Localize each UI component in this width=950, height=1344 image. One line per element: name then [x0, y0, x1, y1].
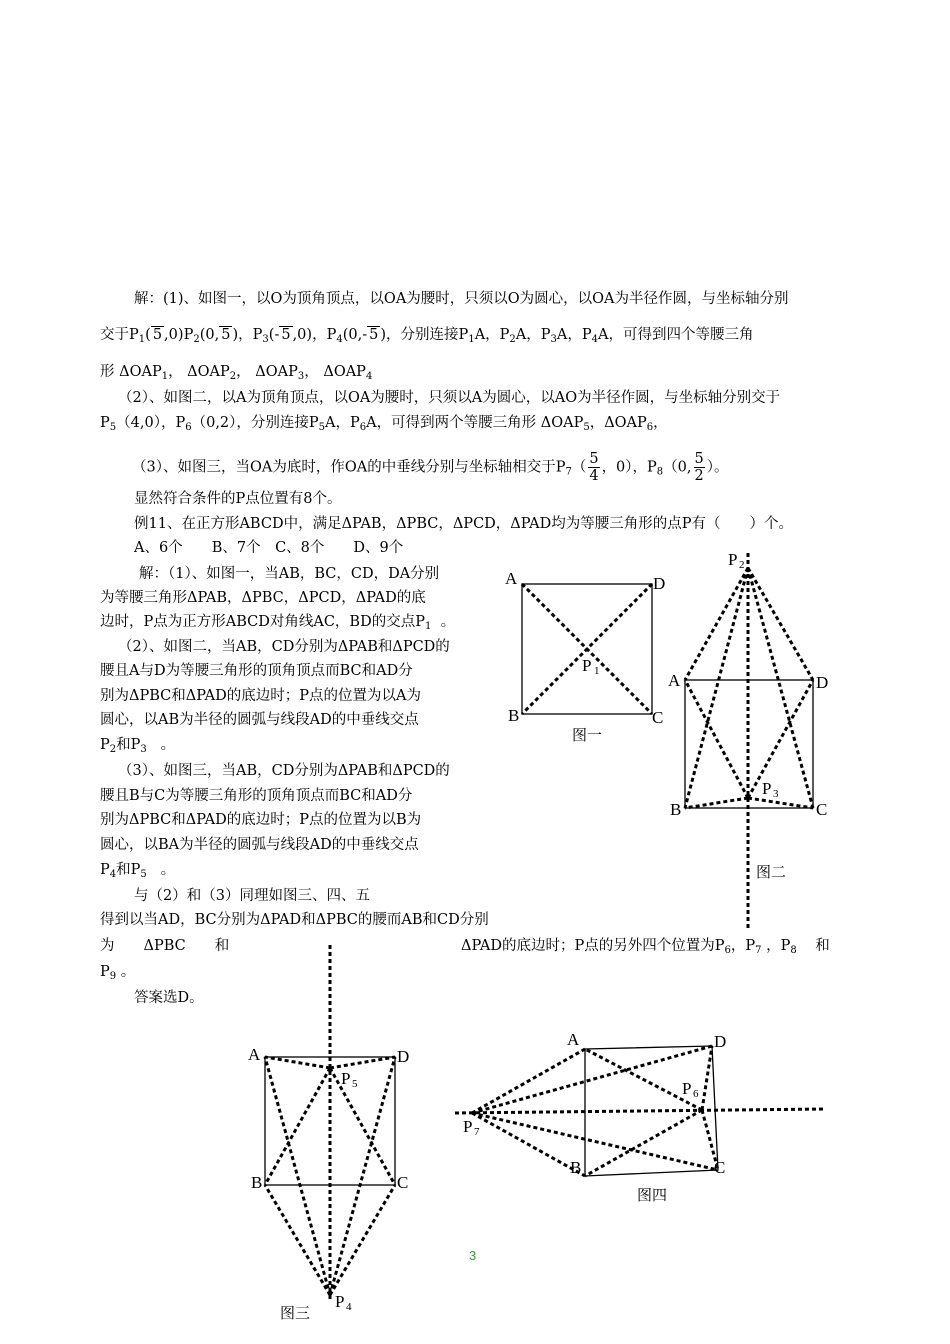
- text-l3b: ， ΔOAP: [168, 364, 230, 380]
- fig3-label-d: D: [397, 1047, 410, 1066]
- sub-l5-6c: 6: [646, 422, 654, 433]
- text-l6d: （0,: [663, 459, 692, 476]
- text-l5c: （0,2），分别连接P: [191, 415, 319, 431]
- fig4-seg-p6d: [702, 1046, 712, 1110]
- text-l26a: P: [100, 964, 110, 980]
- p2-label: P: [183, 327, 194, 343]
- sol-line-12: 圆心，以BA为半径的圆弧与线段AD的中垂线交点: [100, 837, 419, 853]
- text-l17c: 。: [160, 737, 176, 753]
- sol-line-7: 圆心，以AB为半径的圆弧与线段AD的中垂线交点: [100, 712, 419, 728]
- text-c4: A，可得到四个等腰三角: [598, 327, 754, 343]
- fig4-label-b: B: [570, 1158, 582, 1177]
- conclusion-line: 显然符合条件的P点位置有8个。: [134, 491, 342, 507]
- sub-l25-8: 8: [790, 945, 797, 956]
- sub-l3-3: 3: [297, 371, 305, 382]
- sub-3a: 3: [550, 334, 557, 345]
- text-l3d: ， ΔOAP: [304, 364, 366, 380]
- text-l25e: 和: [815, 938, 830, 954]
- fig1-label-b: B: [508, 706, 520, 725]
- fig1-label-a: A: [505, 569, 518, 588]
- fig1-label-d: D: [653, 574, 666, 593]
- text-l25d: ，P: [766, 938, 791, 954]
- text-l17b: 和P: [116, 737, 141, 753]
- sub-2a: 2: [509, 334, 516, 345]
- fig3-seg-p5a: [265, 1057, 330, 1068]
- fig3-seg-p5b: [265, 1068, 330, 1185]
- p1-zero: ,0: [164, 327, 178, 343]
- frac2-den: 2: [694, 468, 704, 484]
- sol-line-10: 腰且B与C为等腰三角形的顶角顶点而BC和AD分: [100, 788, 413, 804]
- text-l22a: P: [100, 862, 110, 878]
- fig3-label-p5-sub: 5: [352, 1078, 358, 1090]
- answer-line: 答案选D。: [134, 990, 204, 1006]
- fig4-label-p6: P: [682, 1079, 692, 1098]
- frac1-num: 5: [589, 451, 599, 467]
- p1-sqrt: 5: [152, 327, 163, 343]
- text-l5f: ，ΔOAP: [589, 415, 647, 431]
- para-3-line-1: [132, 451, 729, 484]
- fig4-axis: [455, 1109, 825, 1113]
- sol-line-15: 得到以当AD，BC分别为ΔPAD和ΔPBC的腰而AB和CD分别: [100, 912, 489, 928]
- fig3-label-c: C: [397, 1173, 409, 1192]
- sub-l26-9: 9: [109, 971, 117, 982]
- fig2-seg-p2a: [685, 568, 748, 680]
- p3-sub: 3: [262, 334, 269, 345]
- fig4-label-c: C: [714, 1158, 726, 1177]
- text-l17a: P: [100, 737, 110, 753]
- fig1-label-p-sub: 1: [594, 665, 600, 677]
- sol-line-17: [100, 962, 135, 987]
- fig2-seg-p3b: [685, 798, 748, 808]
- fig3-seg-p5c: [330, 1068, 395, 1185]
- text-l26b: 。: [120, 964, 136, 980]
- para-1-line-3: [100, 362, 372, 387]
- sub-l3-1: 1: [161, 371, 169, 382]
- text-l3c: ， ΔOAP: [236, 364, 298, 380]
- sub-l12-1: 1: [424, 621, 432, 632]
- p4-zero: 0,-: [348, 327, 368, 343]
- fig4-seg-p7b: [472, 1113, 585, 1176]
- sub-l5-5b: 5: [318, 422, 326, 433]
- fraction-5-4: [588, 451, 599, 484]
- fig4-seg-p7a: [472, 1049, 585, 1113]
- para-2-line-1: （2）、如图二，以A为顶角顶点，以OA为腰时，只须以A为圆心，以AO为半径作圆，与坐标轴分别交于: [118, 390, 781, 406]
- sub-l5-6b: 6: [359, 422, 367, 433]
- text-c3: A，P: [556, 327, 592, 343]
- fig2-seg-p2d: [748, 568, 813, 680]
- p3-label: P: [252, 327, 263, 343]
- fraction-5-2: [694, 451, 705, 484]
- fig2-seg-p3a: [685, 680, 748, 798]
- text-l22b: 和P: [116, 862, 141, 878]
- text-jiaoyu: 交于: [100, 327, 129, 343]
- fig1-label-p: P: [582, 656, 592, 675]
- sol-line-9: （3）、如图三，当AB，CD分别为ΔPAB和ΔPCD的: [118, 763, 450, 779]
- fig3-seg-p4c: [330, 1185, 395, 1295]
- fig3-label-p4-sub: 4: [346, 1301, 352, 1313]
- p4-sub: 4: [336, 334, 343, 345]
- figure-4: [450, 1025, 840, 1195]
- text-l12: 边时，P点为正方形ABCD对角线AC，BD的交点P: [100, 614, 425, 630]
- sub-l6-7: 7: [565, 466, 572, 478]
- sub-l5-6: 6: [185, 422, 192, 433]
- fig3-label-a: A: [248, 1045, 261, 1064]
- sol-line-2: 为等腰三角形ΔPAB，ΔPBC，ΔPCD，ΔPAD的底: [100, 590, 426, 606]
- fig2-seg-p3d: [748, 680, 813, 798]
- fig2-label-p3-sub: 3: [773, 788, 779, 800]
- sub-4a: 4: [591, 334, 599, 345]
- p2-sqrt: 5: [221, 327, 231, 343]
- text-l3: 形 ΔOAP: [100, 364, 162, 380]
- figure-1: [500, 565, 680, 745]
- fig3-seg-p5d: [330, 1057, 395, 1068]
- sub-l3-2: 2: [229, 371, 237, 382]
- p3-minus: -: [274, 327, 280, 343]
- text-l12b: 。: [440, 614, 456, 630]
- sol-line-6: 别为ΔPBC和ΔPAD的底边时；P点的位置为以A为: [100, 688, 421, 704]
- p3-zero: ,0: [292, 327, 307, 343]
- para-1-line-1: 解：(1)、如图一，以O为顶角顶点，以OA为腰时，只须以O为圆心，以OA为半径作圆，与坐标轴分别: [134, 291, 789, 307]
- sub-1a: 1: [468, 334, 475, 345]
- fig3-caption: 图三: [280, 1304, 311, 1322]
- sol-line-11: 别为ΔPBC和ΔPAD的底边时；P点的位置为以B为: [100, 812, 422, 828]
- fig1-label-c: C: [652, 708, 664, 727]
- sol-line-16b: [461, 936, 830, 961]
- example-11-options: A、6个 B、7个 C、8个 D、9个: [134, 540, 404, 556]
- fig4-label-p7: P: [463, 1117, 473, 1136]
- p3-sqrt: 5: [281, 327, 291, 343]
- text-l6e: ）。: [706, 459, 729, 476]
- frac2-num: 5: [694, 451, 704, 467]
- text-l25c: ，P: [730, 938, 756, 954]
- fig2-label-c: C: [816, 800, 828, 819]
- sub-l17-2: 2: [109, 744, 117, 755]
- p2-sub: 2: [193, 334, 200, 345]
- p4-label: P: [326, 327, 337, 343]
- fig2-seg-p3c: [748, 798, 813, 808]
- fig2-label-b: B: [670, 800, 682, 819]
- para-2-line-2: [100, 413, 668, 438]
- sol-line-3: [100, 612, 455, 637]
- p1-sub: 1: [138, 334, 146, 345]
- text-l6b: （: [571, 459, 587, 476]
- fig3-seg-p4d: [330, 1057, 395, 1295]
- fig4-label-p6-sub: 6: [693, 1088, 699, 1100]
- fig4-label-p7-sub: 7: [474, 1126, 480, 1138]
- text-l5g: ，: [653, 415, 668, 431]
- fig3-seg-p4b: [265, 1185, 330, 1295]
- fig3-label-p5: P: [341, 1069, 351, 1088]
- fig3-label-b: B: [251, 1173, 263, 1192]
- fig4-seg-p7d: [472, 1046, 712, 1113]
- text-l5d: A，P: [325, 415, 360, 431]
- sub-l3-4: 4: [365, 371, 373, 382]
- fig3-seg-p4a: [265, 1057, 330, 1295]
- fig2-label-p2: P: [728, 550, 738, 569]
- sub-l6-8: 8: [656, 466, 664, 478]
- figure-3: [240, 940, 430, 1320]
- text-l5b: （4,0），P: [116, 415, 186, 431]
- sol-line-8: [100, 735, 175, 760]
- fig2-seg-p2c: [748, 568, 813, 808]
- figure-2: [660, 548, 840, 933]
- text-l22c: 。: [160, 862, 176, 878]
- sol-line-1: 解：（1）、如图一，当AB，BC，CD，DA分别: [139, 566, 440, 582]
- sol-line-16a: 为 ΔPBC 和: [100, 938, 230, 954]
- fig2-caption: 图二: [756, 863, 787, 881]
- text-l5a: P: [100, 415, 110, 431]
- sub-l25-7: 7: [755, 945, 762, 956]
- text-l6a: （3）、如图三，当OA为底时，作OA的中垂线分别与坐标轴相交于P: [132, 459, 566, 476]
- para-1-line-2: 交于$P_1$( 5 $,0)P_2(0$, 5 )，$P_3(-$ 5 ,0)，$P_4(0,-$ 5 )，分别连接$P_1A$，$P_2A$，$P_3A$，$P_4A$，可得到四个等腰三角: [100, 327, 754, 345]
- fig4-caption: 图四: [637, 1186, 668, 1204]
- fig2-label-d: D: [816, 673, 829, 692]
- p1-label: P: [129, 327, 139, 343]
- example-11-question: 例11、在正方形ABCD中，满足ΔPAB，ΔPBC，ΔPCD，ΔPAD均为等腰三角形的点P有（ ）个。: [134, 516, 794, 532]
- sol-line-14: 与（2）和（3）同理如图三、四、五: [134, 888, 370, 904]
- text-c2: A，P: [515, 327, 551, 343]
- sub-l25-6: 6: [724, 945, 731, 956]
- sub-l5-5: 5: [109, 422, 117, 433]
- fig2-seg-p2b: [685, 568, 748, 808]
- text-l5e: A，可得到两个等腰三角形 ΔOAP: [366, 415, 584, 431]
- text-l6c: ，0），P: [601, 459, 657, 476]
- sol-line-5: 腰且A与D为等腰三角形的顶角顶点而BC和AD分: [100, 663, 413, 679]
- sub-l5-5c: 5: [583, 422, 590, 433]
- text-l25b: ΔPAD的底边时；P点的另外四个位置为P: [461, 938, 725, 954]
- p4-sqrt: 5: [369, 327, 379, 343]
- text-c1: A，P: [474, 327, 510, 343]
- sol-line-4: （2）、如图二，当AB，CD分别为ΔPAB和ΔPCD的: [118, 639, 450, 655]
- text-connect: ，分别连接P: [386, 327, 469, 343]
- fig2-label-p3: P: [762, 779, 772, 798]
- sol-line-13: [100, 860, 175, 885]
- sub-l22-5: 5: [140, 869, 147, 880]
- fig4-label-d: D: [714, 1032, 727, 1051]
- fig1-caption: 图一: [572, 726, 603, 744]
- fig3-label-p4: P: [335, 1292, 345, 1311]
- fig2-label-a: A: [668, 671, 681, 690]
- sub-l17-3: 3: [140, 744, 147, 755]
- sub-l22-4: 4: [109, 869, 117, 880]
- fig2-label-p2-sub: 2: [739, 559, 745, 571]
- fig4-label-a: A: [567, 1030, 580, 1049]
- page-number: 3: [469, 1248, 477, 1263]
- p2-zero: 0,: [205, 327, 220, 343]
- frac1-den: 4: [589, 468, 599, 484]
